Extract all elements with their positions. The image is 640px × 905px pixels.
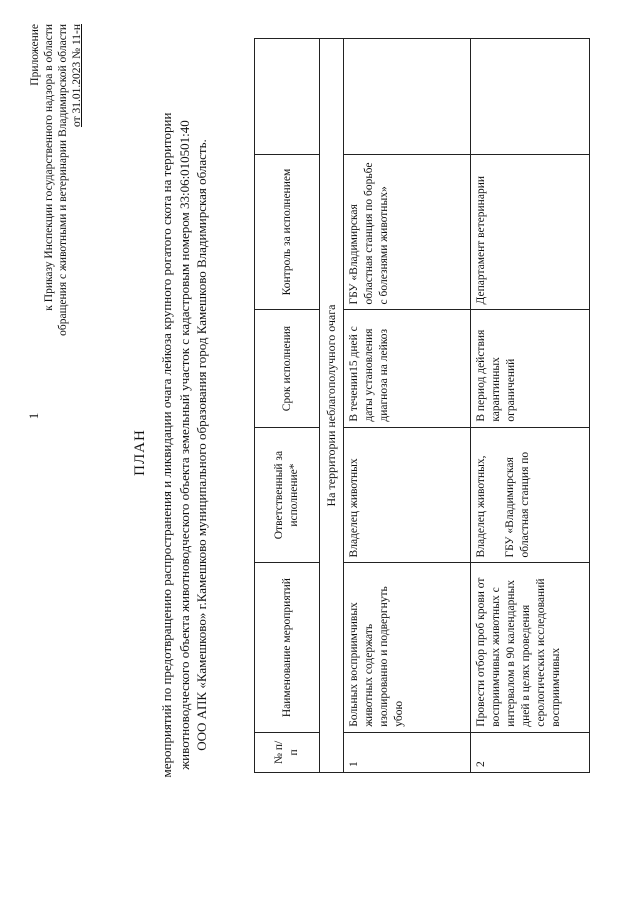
subtitle-line-2: животноводческого объекта животноводческого объекта земельный участок с кадастровым номером 33:06:010501:40 <box>176 120 192 770</box>
row-deadline: В течении15 дней с даты установления диагноза на лейкоз <box>344 310 471 427</box>
header-control: Контроль за исполнением <box>255 154 320 310</box>
header-name: Наименование мероприятий <box>255 563 320 732</box>
appendix-date-line: от 31.01.2023 № 11-н <box>71 24 83 128</box>
row-num: 1 <box>344 732 471 772</box>
header-num: № п/п <box>255 732 320 772</box>
document-title: ПЛАН <box>132 429 148 476</box>
row-empty <box>471 39 590 155</box>
row-responsible-b: ГБУ «Владимирская областная станция по <box>504 451 531 558</box>
document-subtitle <box>158 75 211 815</box>
table-row <box>344 39 471 773</box>
row-control: ГБУ «Владимирская областная станция по борьбе с болезнями животных» <box>344 154 471 310</box>
appendix-order-line: к Приказу Инспекции государственного надзора в области <box>43 24 55 311</box>
measures-table <box>254 38 590 773</box>
appendix-block <box>28 24 84 404</box>
page-number: 1 <box>26 412 41 420</box>
subtitle-line-3: ООО АПК «Камешково» г.Камешково муниципального образования город Камешково Владимирская область. <box>194 139 209 751</box>
row-name: Больных восприимчивых животных содержать изолированно и подвергнуть убою <box>344 563 471 732</box>
header-deadline: Срок исполнения <box>255 310 320 427</box>
row-name: Провести отбор проб крови от восприимчивых животных с интервалом в 90 календарных дней в целях проведения серологических исследований восприимчивых <box>471 563 590 732</box>
table-row <box>471 39 590 773</box>
table-header-row <box>255 39 320 773</box>
row-responsible-a: Владелец животных, <box>475 455 487 558</box>
header-empty <box>255 39 320 155</box>
appendix-label: Приложение <box>29 24 41 86</box>
row-responsible <box>471 427 590 563</box>
subtitle-line-1: мероприятий по предотвращению распространения и ликвидации очага лейкоза крупного рогатого скота на территории <box>159 112 174 778</box>
row-control: Департамент ветеринарии <box>471 154 590 310</box>
row-deadline: В период действия карантинных ограничений <box>471 310 590 427</box>
row-responsible-a: Владелец животных <box>348 458 360 558</box>
section-row <box>320 39 344 773</box>
appendix-authority-line: обращения с животными и ветеринарии Владимирской области <box>57 24 69 336</box>
header-responsible: Ответственный за исполнение* <box>255 427 320 563</box>
row-num: 2 <box>471 732 590 772</box>
section-title: На территории неблагополучного очага <box>320 39 344 773</box>
row-responsible <box>344 427 471 563</box>
row-empty <box>344 39 471 155</box>
